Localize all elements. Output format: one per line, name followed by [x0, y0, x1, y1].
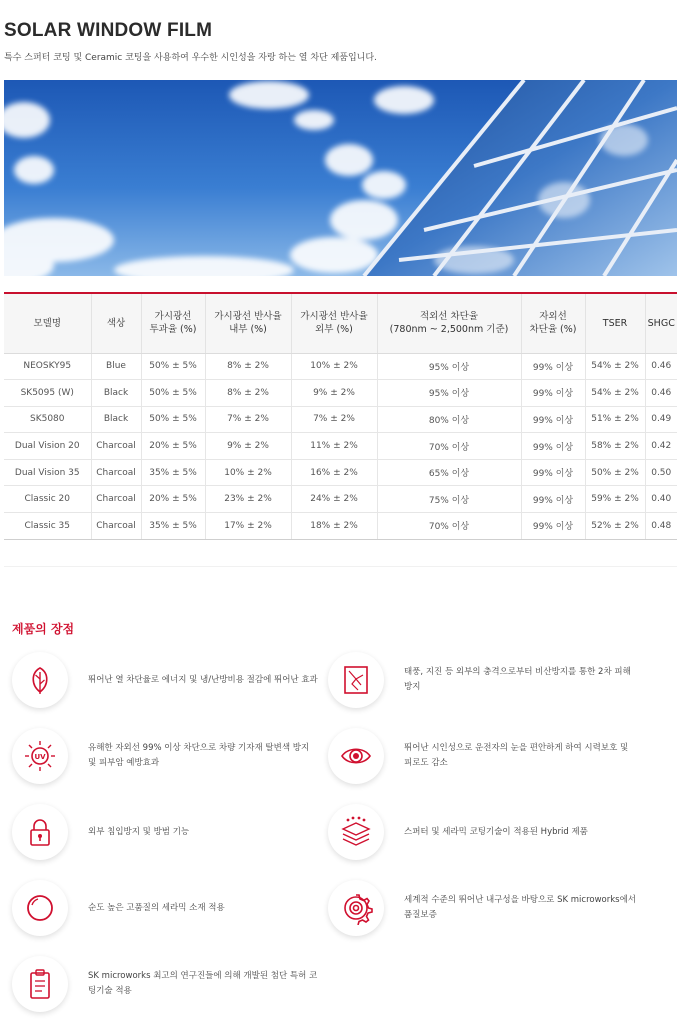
table-row: [4, 513, 677, 540]
header-visible-reflectance-inner: 가시광선 반사율 내부 (%): [205, 293, 291, 353]
cell-uv-rejection: 99% 이상: [521, 353, 585, 380]
cell-visible-transmittance: 35% ± 5%: [141, 459, 205, 486]
clipboard-icon: [12, 956, 68, 1012]
cell-color: Blue: [91, 353, 141, 380]
advantage-text: SK microworks 최고의 연구진들에 의해 개발된 첨단 특허 코팅기술 적용: [88, 971, 318, 996]
cell-reflectance-inner: 8% ± 2%: [205, 353, 291, 380]
cell-tser: 59% ± 2%: [585, 486, 645, 513]
cell-reflectance-outer: 16% ± 2%: [291, 459, 377, 486]
advantage-text: 스퍼터 및 세라믹 코팅기술이 적용된 Hybrid 제품: [404, 826, 588, 837]
hero-image: [4, 80, 677, 276]
table-row: [4, 486, 677, 513]
cell-shgc: 0.48: [645, 513, 677, 540]
cell-color: Black: [91, 406, 141, 433]
header-infrared-rejection: 적외선 차단율 (780nm ~ 2,500nm 기준): [377, 293, 521, 353]
cell-reflectance-inner: 9% ± 2%: [205, 433, 291, 460]
cell-shgc: 0.50: [645, 459, 677, 486]
table-header-row: [4, 293, 677, 353]
advantage-item: [328, 804, 636, 860]
advantage-item: [12, 728, 320, 784]
cell-tser: 54% ± 2%: [585, 353, 645, 380]
cell-reflectance-inner: 7% ± 2%: [205, 406, 291, 433]
advantage-text: 유해한 자외선 99% 이상 차단으로 차량 기자재 탈변색 방지 및 피부암 예방효과: [88, 743, 310, 768]
advantage-item: [328, 880, 636, 936]
spec-table-container: [4, 292, 677, 540]
cell-shgc: 0.40: [645, 486, 677, 513]
cell-color: Charcoal: [91, 486, 141, 513]
cell-infrared-rejection: 75% 이상: [377, 486, 521, 513]
cell-model: Classic 20: [4, 486, 91, 513]
cell-model: Classic 35: [4, 513, 91, 540]
uv-sun-icon: [12, 728, 68, 784]
advantage-item: [328, 728, 636, 784]
cell-infrared-rejection: 80% 이상: [377, 406, 521, 433]
gear-icon: [328, 880, 384, 936]
header-tser: TSER: [585, 293, 645, 353]
cell-visible-transmittance: 35% ± 5%: [141, 513, 205, 540]
cell-tser: 54% ± 2%: [585, 380, 645, 407]
cell-reflectance-inner: 8% ± 2%: [205, 380, 291, 407]
table-row: [4, 353, 677, 380]
header-model: 모델명: [4, 293, 91, 353]
cell-model: SK5080: [4, 406, 91, 433]
cell-tser: 52% ± 2%: [585, 513, 645, 540]
advantage-text: 뛰어난 시인성으로 운전자의 눈을 편안하게 하여 시력보호 및 피로도 감소: [404, 743, 629, 768]
padlock-icon: [12, 804, 68, 860]
cell-reflectance-outer: 24% ± 2%: [291, 486, 377, 513]
advantage-text: 뛰어난 열 차단율로 에너지 및 냉/난방비용 절감에 뛰어난 효과: [88, 674, 318, 685]
cell-uv-rejection: 99% 이상: [521, 433, 585, 460]
page-header: [4, 20, 676, 63]
header-uv-rejection: 자외선 차단율 (%): [521, 293, 585, 353]
table-row: [4, 406, 677, 433]
cell-reflectance-inner: 23% ± 2%: [205, 486, 291, 513]
cell-reflectance-inner: 17% ± 2%: [205, 513, 291, 540]
header-color: 색상: [91, 293, 141, 353]
spec-table: [4, 292, 677, 540]
advantage-text: 세계적 수준의 뛰어난 내구성을 바탕으로 SK microworks에서 품질보증: [404, 895, 637, 920]
advantage-text: 외부 침입방지 및 방범 기능: [88, 826, 190, 837]
layers-icon: [328, 804, 384, 860]
cell-uv-rejection: 99% 이상: [521, 459, 585, 486]
advantage-text: 태풍, 지진 등 외부의 충격으로부터 비산방지를 통한 2차 피해 방지: [404, 667, 631, 692]
cell-visible-transmittance: 50% ± 5%: [141, 406, 205, 433]
svg-text:UV: UV: [34, 753, 46, 761]
eye-icon: [328, 728, 384, 784]
cell-infrared-rejection: 70% 이상: [377, 433, 521, 460]
cell-reflectance-outer: 9% ± 2%: [291, 380, 377, 407]
advantage-item: [12, 880, 320, 936]
cell-infrared-rejection: 95% 이상: [377, 380, 521, 407]
cell-reflectance-inner: 10% ± 2%: [205, 459, 291, 486]
advantage-item: [328, 652, 636, 708]
cell-tser: 51% ± 2%: [585, 406, 645, 433]
leaf-icon: [12, 652, 68, 708]
cell-uv-rejection: 99% 이상: [521, 513, 585, 540]
header-visible-transmittance: 가시광선 투과율 (%): [141, 293, 205, 353]
sky-building-illustration: [4, 80, 677, 276]
cell-shgc: 0.46: [645, 353, 677, 380]
page-subtitle: 특수 스퍼터 코팅 및 Ceramic 코팅을 사용하여 우수한 시인성을 자랑 하는 열 차단 제품입니다.: [4, 53, 377, 63]
cell-visible-transmittance: 50% ± 5%: [141, 353, 205, 380]
advantage-item: [12, 804, 320, 860]
cell-infrared-rejection: 70% 이상: [377, 513, 521, 540]
cell-tser: 58% ± 2%: [585, 433, 645, 460]
cell-color: Charcoal: [91, 513, 141, 540]
cell-shgc: 0.46: [645, 380, 677, 407]
shattered-glass-icon: [328, 652, 384, 708]
cell-model: SK5095 (W): [4, 380, 91, 407]
cell-shgc: 0.42: [645, 433, 677, 460]
section-divider: [4, 566, 677, 567]
cell-uv-rejection: 99% 이상: [521, 380, 585, 407]
cell-uv-rejection: 99% 이상: [521, 406, 585, 433]
table-row: [4, 433, 677, 460]
cell-model: Dual Vision 35: [4, 459, 91, 486]
advantage-text: 순도 높은 고품질의 세라믹 소재 적용: [88, 902, 225, 913]
table-row: [4, 380, 677, 407]
cell-reflectance-outer: 7% ± 2%: [291, 406, 377, 433]
cell-uv-rejection: 99% 이상: [521, 486, 585, 513]
cell-shgc: 0.49: [645, 406, 677, 433]
cell-reflectance-outer: 11% ± 2%: [291, 433, 377, 460]
cell-color: Black: [91, 380, 141, 407]
cell-model: Dual Vision 20: [4, 433, 91, 460]
advantages-title: 제품의 장점: [12, 622, 75, 636]
cell-tser: 50% ± 2%: [585, 459, 645, 486]
cell-reflectance-outer: 10% ± 2%: [291, 353, 377, 380]
table-row: [4, 459, 677, 486]
cell-infrared-rejection: 95% 이상: [377, 353, 521, 380]
cell-visible-transmittance: 50% ± 5%: [141, 380, 205, 407]
ceramic-circle-icon: [12, 880, 68, 936]
header-visible-reflectance-outer: 가시광선 반사율 외부 (%): [291, 293, 377, 353]
cell-visible-transmittance: 20% ± 5%: [141, 486, 205, 513]
cell-color: Charcoal: [91, 459, 141, 486]
cell-infrared-rejection: 65% 이상: [377, 459, 521, 486]
cell-reflectance-outer: 18% ± 2%: [291, 513, 377, 540]
cell-model: NEOSKY95: [4, 353, 91, 380]
advantage-item: [12, 652, 320, 708]
cell-color: Charcoal: [91, 433, 141, 460]
advantage-item: [12, 956, 320, 1012]
cell-visible-transmittance: 20% ± 5%: [141, 433, 205, 460]
page-title: SOLAR WINDOW FILM: [4, 20, 213, 41]
header-shgc: SHGC: [645, 293, 677, 353]
